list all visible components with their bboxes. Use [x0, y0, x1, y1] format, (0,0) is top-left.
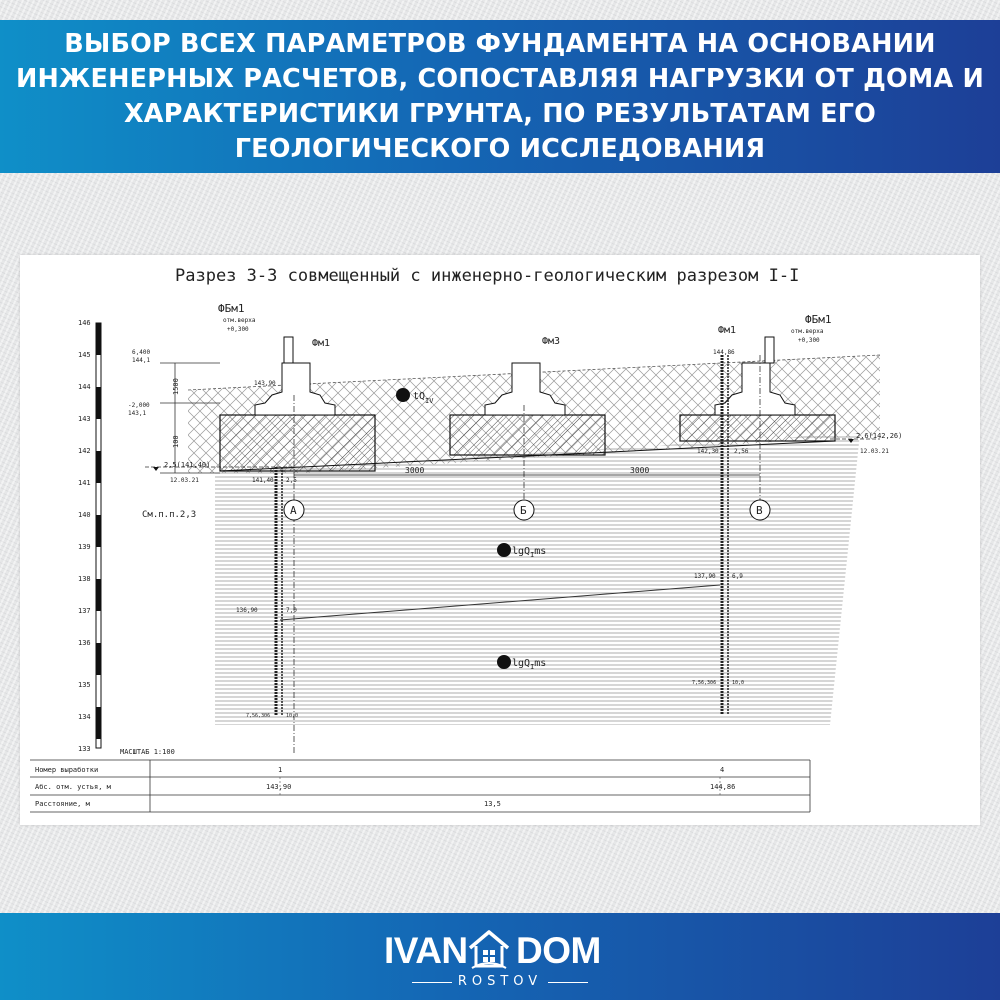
gwl-marker-left	[153, 467, 159, 471]
axis-b-label: Б	[520, 504, 527, 517]
label-otm-right: отм.верха	[791, 328, 824, 335]
table-row-label: Абс. отм. устья, м	[35, 783, 111, 791]
scale-label: 137	[78, 607, 91, 615]
scale-label: 144	[78, 383, 91, 391]
scale-label: 134	[78, 713, 91, 721]
soil-label-tq: $tQ_{IV}$	[413, 391, 434, 405]
scale-label: 133	[78, 745, 91, 753]
axis-a-label: А	[290, 504, 297, 517]
label-otm-left-value: +0,300	[227, 326, 249, 333]
label-dim-1431: 143,1	[128, 410, 147, 417]
label-bottom-left-b: 10,0	[286, 713, 299, 719]
logo-word-right: DOM	[516, 930, 601, 971]
axis-v-label: В	[756, 504, 763, 517]
soil-label-lgq2: lgQ$_I$ms	[512, 658, 547, 671]
label-fm1-right: Фм1	[718, 325, 737, 336]
label-dim-6400: 6,400	[132, 349, 151, 356]
label-scale-note: МАСШТАБ 1:100	[120, 748, 175, 756]
section-svg	[20, 255, 980, 825]
soil-layer-lower	[215, 433, 860, 725]
scale-label: 146	[78, 319, 91, 327]
label-dim-1500: 1500	[172, 378, 180, 395]
soil-marker-lgq1	[497, 543, 511, 557]
label-elev-256: 2,56	[734, 448, 749, 455]
drawing-title: Разрез 3-3 совмещенный с инженерно-геологическим разрезом I-I	[175, 266, 800, 286]
label-elev-70: 7,0	[286, 607, 297, 614]
label-fm1-left: Фм1	[312, 338, 331, 349]
table-cell: 13,5	[484, 800, 501, 808]
label-elev-14390: 143,90	[254, 380, 276, 387]
soil-marker-lgq2	[497, 655, 511, 669]
table-row-label: Номер выработки	[35, 766, 99, 774]
scale-label: 135	[78, 681, 91, 689]
logo-word-left: IVAN	[384, 930, 468, 971]
table-row-label: Расстояние, м	[35, 800, 90, 808]
foundation-slab-mid	[450, 415, 605, 455]
soil-label-lgq1: lgQ$_I$ms	[512, 546, 547, 559]
label-date-left: 12.03.21	[170, 477, 199, 484]
label-elev-14486: 144,86	[713, 349, 735, 356]
borehole-table	[30, 760, 810, 812]
scale-label: 140	[78, 511, 91, 519]
label-elev-13690: 136,90	[236, 607, 258, 614]
label-otm-right-value: +0,300	[798, 337, 820, 344]
table-cell: 1	[278, 766, 283, 774]
label-elev-13790: 137,90	[694, 573, 716, 580]
foundation-slab-right	[680, 415, 835, 441]
label-gwl-left: 2,5(141,40)	[164, 461, 211, 469]
scale-label: 141	[78, 479, 91, 487]
label-date-right: 12.03.21	[860, 448, 889, 455]
label-span-1: 3000	[405, 466, 425, 475]
house-icon	[466, 928, 512, 972]
label-otm-left: отм.верха	[223, 317, 256, 324]
header-title: ВЫБОР ВСЕХ ПАРАМЕТРОВ ФУНДАМЕНТА НА ОСНОВАНИИ ИНЖЕНЕРНЫХ РАСЧЕТОВ, СОПОСТАВЛЯЯ НАГРУЗКИ ОТ ДОМА И ХАРАКТЕРИСТИКИ ГРУНТА, ПО РЕЗУЛЬТАТАМ ЕГО ГЕОЛОГИЧЕСКОГО ИССЛЕДОВАНИЯ	[15, 28, 985, 164]
scale-label: 139	[78, 543, 91, 551]
label-bottom-right-b: 10,0	[732, 680, 745, 686]
label-dim-1441: 144,1	[132, 357, 151, 364]
label-see-note: См.п.п.2,3	[142, 510, 197, 520]
label-fm3: Фм3	[542, 336, 561, 347]
logo-subtitle: ROSTOV	[457, 974, 543, 989]
label-bottom-left-a: 7,56,306	[246, 713, 271, 719]
label-elev-25: 2,5	[286, 477, 297, 484]
table-cell: 144,86	[710, 783, 736, 791]
label-gwl-right: 2,6(142,26)	[856, 432, 903, 440]
elevation-scale	[78, 319, 101, 753]
table-cell: 4	[720, 766, 725, 774]
scale-label: 142	[78, 447, 91, 455]
scale-label: 138	[78, 575, 91, 583]
label-dim-100: 100	[172, 435, 180, 448]
table-cell: 143,90	[266, 783, 292, 791]
engineering-drawing	[20, 255, 980, 825]
label-dim-2000: -2,000	[128, 402, 150, 409]
soil-marker-tq	[396, 388, 410, 402]
company-logo	[0, 922, 1000, 992]
scale-label: 143	[78, 415, 91, 423]
label-elev-69: 6,9	[732, 573, 743, 580]
foundation-slab-left	[220, 415, 375, 471]
label-elev-14140: 141,40	[252, 477, 274, 484]
label-span-2: 3000	[630, 466, 650, 475]
label-bottom-right-a: 7,56,306	[692, 680, 717, 686]
label-fbm1-left: ФБм1	[218, 302, 245, 315]
label-elev-14230: 142,30	[697, 448, 719, 455]
scale-label: 136	[78, 639, 91, 647]
label-fbm1-right: ФБм1	[805, 313, 832, 326]
scale-label: 145	[78, 351, 91, 359]
header-banner	[0, 20, 1000, 173]
